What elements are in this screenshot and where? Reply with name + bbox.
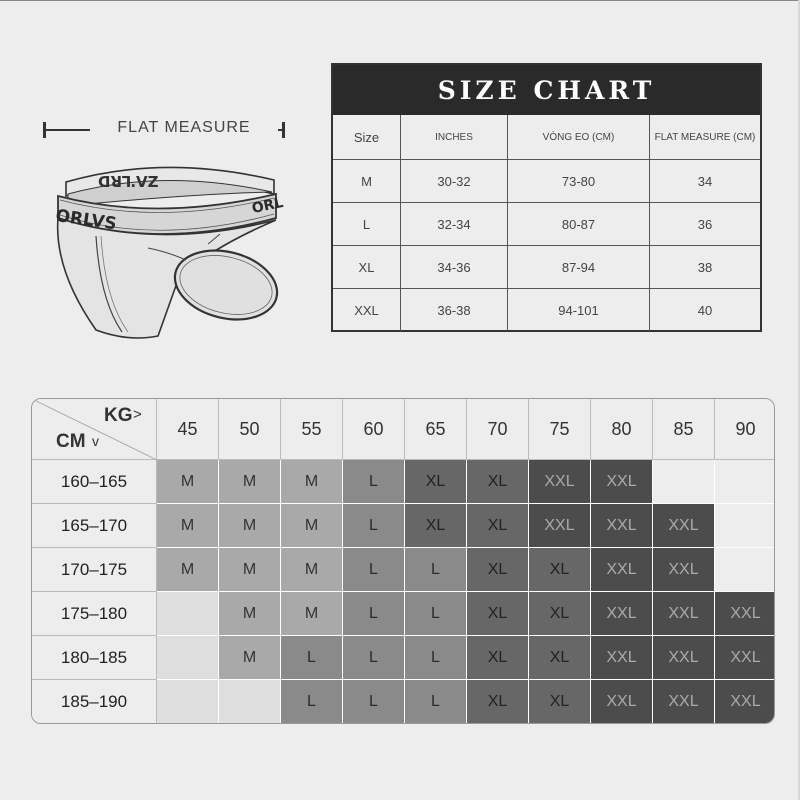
height-label: 160–165 [32, 460, 157, 504]
flat-measure-indicator [40, 118, 288, 142]
size-cell: XL [467, 460, 529, 504]
size-chart-cell: 38 [649, 246, 760, 288]
matrix-corner [32, 399, 157, 460]
size-cell: L [343, 592, 405, 636]
size-chart-cell: XL [358, 259, 375, 275]
matrix-row [32, 548, 775, 592]
size-chart-row [333, 202, 760, 245]
flat-measure-right-tick [282, 122, 285, 138]
matrix-row [32, 636, 775, 680]
top-border-line [0, 0, 800, 1]
size-cell [715, 548, 775, 592]
size-chart-cell: 36 [649, 203, 760, 245]
size-cell: M [281, 548, 343, 592]
kg-arrow: > [133, 406, 142, 423]
size-cell: XXL [653, 636, 715, 680]
size-cell [157, 592, 219, 636]
size-cell: M [219, 504, 281, 548]
size-cell: M [219, 636, 281, 680]
size-chart-cell: 94-101 [507, 289, 649, 331]
cm-arrow: v [92, 433, 99, 449]
height-label: 170–175 [32, 548, 157, 592]
weight-header-45: 45 [157, 399, 219, 460]
size-cell: L [405, 636, 467, 680]
size-chart-row [333, 288, 760, 331]
size-cell: L [343, 680, 405, 724]
size-chart-cell: 40 [649, 289, 760, 331]
size-cell: XXL [591, 548, 653, 592]
brief-back-band-text: ꓷꓤꓶ.VZ [98, 173, 159, 191]
weight-header-60: 60 [343, 399, 405, 460]
size-cell: L [343, 636, 405, 680]
size-chart-header-size: Size [353, 129, 380, 145]
size-cell: XXL [715, 680, 775, 724]
matrix-row [32, 504, 775, 548]
size-chart-cell: M [361, 173, 372, 189]
weight-header-65: 65 [405, 399, 467, 460]
size-cell: XXL [715, 592, 775, 636]
size-cell [715, 460, 775, 504]
size-cell: XL [405, 504, 467, 548]
size-cell: M [219, 460, 281, 504]
size-chart-row [333, 245, 760, 288]
height-label: 165–170 [32, 504, 157, 548]
brief-illustration [38, 160, 288, 345]
size-chart-cell: 36-38 [400, 289, 507, 331]
flat-measure-label: FLAT MEASURE [117, 119, 251, 136]
size-chart-header-flat-measure: FLAT MEASURE (CM) [649, 115, 760, 159]
brief-brand-text-side: ORL [250, 194, 285, 218]
size-chart-header-inches: INCHES [400, 115, 507, 159]
size-cell: L [343, 504, 405, 548]
size-chart-cell: L [362, 216, 371, 232]
size-chart-cell: 87-94 [507, 246, 649, 288]
size-cell: XL [529, 680, 591, 724]
size-cell: XL [467, 504, 529, 548]
weight-height-matrix [31, 398, 775, 724]
size-chart-cell: 80-87 [507, 203, 649, 245]
size-cell: L [281, 636, 343, 680]
size-cell: XL [467, 636, 529, 680]
weight-header-50: 50 [219, 399, 281, 460]
height-label: 175–180 [32, 592, 157, 636]
flat-measure-left-line [45, 129, 90, 131]
size-chart-cell: 34 [649, 160, 760, 202]
size-cell: M [219, 592, 281, 636]
height-label: 180–185 [32, 636, 157, 680]
weight-header-55: 55 [281, 399, 343, 460]
size-cell: XXL [653, 548, 715, 592]
size-cell [653, 460, 715, 504]
size-cell: M [157, 504, 219, 548]
brief-brand-text: ORLVS [54, 205, 118, 235]
matrix-row [32, 592, 775, 636]
size-chart-title: SIZE CHART [333, 65, 760, 115]
size-cell [715, 504, 775, 548]
size-cell: XL [467, 680, 529, 724]
size-cell: L [343, 460, 405, 504]
size-cell: M [157, 460, 219, 504]
matrix-header-row [32, 399, 775, 460]
size-cell: XL [467, 548, 529, 592]
matrix-row [32, 460, 775, 504]
size-chart-grid [333, 115, 760, 331]
size-cell [157, 636, 219, 680]
size-cell: XXL [653, 592, 715, 636]
size-cell: XXL [529, 460, 591, 504]
size-cell: M [219, 548, 281, 592]
size-cell: XL [529, 548, 591, 592]
size-cell: M [281, 504, 343, 548]
size-cell: XL [467, 592, 529, 636]
size-cell: L [405, 592, 467, 636]
weight-header-80: 80 [591, 399, 653, 460]
size-cell: XXL [591, 592, 653, 636]
size-cell: M [157, 548, 219, 592]
size-cell [219, 680, 281, 724]
size-cell: XXL [591, 636, 653, 680]
matrix-row [32, 680, 775, 724]
size-chart-cell: 30-32 [400, 160, 507, 202]
weight-header-75: 75 [529, 399, 591, 460]
weight-header-85: 85 [653, 399, 715, 460]
size-cell: M [281, 460, 343, 504]
size-cell: L [405, 680, 467, 724]
size-chart-header-waist: VÒNG EO (CM) [507, 115, 649, 159]
weight-header-90: 90 [715, 399, 775, 460]
size-chart-cell: 34-36 [400, 246, 507, 288]
kg-label: KG [104, 405, 133, 426]
size-cell: XL [405, 460, 467, 504]
size-cell: M [281, 592, 343, 636]
size-cell: XXL [591, 504, 653, 548]
weight-header-cells [157, 399, 775, 460]
weight-header-70: 70 [467, 399, 529, 460]
size-cell: XXL [715, 636, 775, 680]
size-chart-row [333, 159, 760, 202]
size-cell: XXL [653, 504, 715, 548]
size-cell: L [343, 548, 405, 592]
height-label: 185–190 [32, 680, 157, 724]
size-cell: XXL [591, 460, 653, 504]
size-chart-table [331, 63, 762, 332]
size-cell: XXL [529, 504, 591, 548]
size-chart-cell: 73-80 [507, 160, 649, 202]
size-cell [157, 680, 219, 724]
size-cell: L [405, 548, 467, 592]
size-cell: L [281, 680, 343, 724]
cm-label: CM [56, 431, 86, 452]
size-cell: XL [529, 592, 591, 636]
size-chart-cell: 32-34 [400, 203, 507, 245]
size-cell: XXL [591, 680, 653, 724]
size-cell: XXL [653, 680, 715, 724]
size-chart-header-row [333, 115, 760, 159]
size-cell: XL [529, 636, 591, 680]
size-chart-cell: XXL [354, 302, 379, 318]
